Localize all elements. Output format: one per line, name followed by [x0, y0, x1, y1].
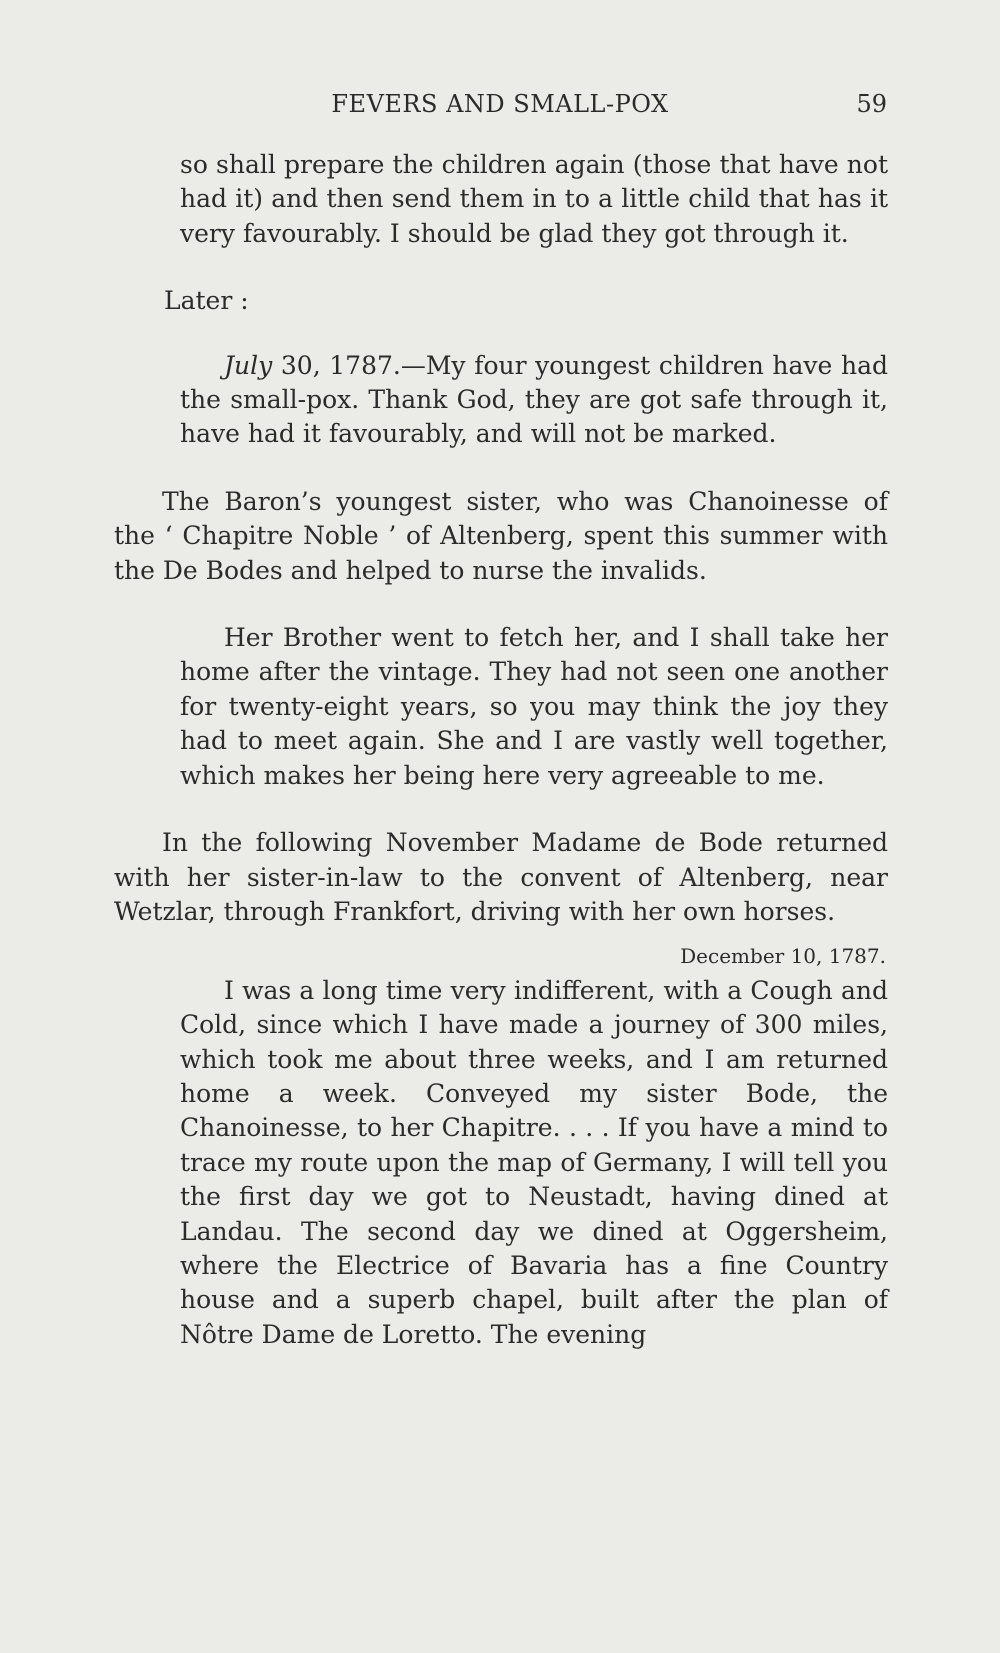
letter-excerpt-1: so shall prepare the children again (those that have not had it) and then send them in to a little child that has it very favourably. I should be glad they got through it. — [180, 150, 888, 248]
letter-excerpt-2-text: 30, 1787.—My four youngest children have had the small-pox. Thank God, they are got safe through it, have had it favourably, and will not be marked. — [180, 350, 888, 449]
page-body — [114, 148, 888, 1352]
page-number: 59 — [856, 90, 887, 118]
letter-excerpt-3: Her Brother went to fetch her, and I shall take her home after the vintage. They had not seen one another for twenty-eight years, so you may think the joy they had to meet again. She and I are vastly well together, which makes her being here very agreeable to me. — [180, 623, 888, 790]
letter-excerpt-4: I was a long time very indifferent, with a Cough and Cold, since which I have made a journey of 300 miles, which took me about three weeks, and I am returned home a week. Conveyed my sister Bode, the Chanoinesse, to her Chapitre. . . . If you have a mind to trace my route upon the map of Germany, I will tell you the first day we got to Neustadt, having dined at Landau. The second day we dined at Oggersheim, where the Electrice of Bavaria has a fine Country house and a superb chapel, built after the plan of Nôtre Dame de Loretto. The evening — [180, 975, 888, 1349]
running-title: FEVERS AND SMALL-POX — [331, 90, 669, 118]
narrative-paragraph-1: The Baron’s youngest sister, who was Chanoinesse of the ‘ Chapitre Noble ’ of Altenberg, spent this summer with the De Bodes and helped to nurse the invalids. — [114, 486, 888, 585]
narrative-paragraph-2: In the following November Madame de Bode returned with her sister-in-law to the convent of Altenberg, near Wetzlar, through Frankfort, driving with her own horses. — [114, 828, 888, 926]
letter-excerpt-2 — [180, 349, 888, 452]
running-header — [0, 90, 1000, 126]
later-heading: Later : — [164, 286, 249, 316]
date-month: July — [224, 350, 273, 380]
letter-date: December 10, 1787. — [680, 944, 886, 969]
